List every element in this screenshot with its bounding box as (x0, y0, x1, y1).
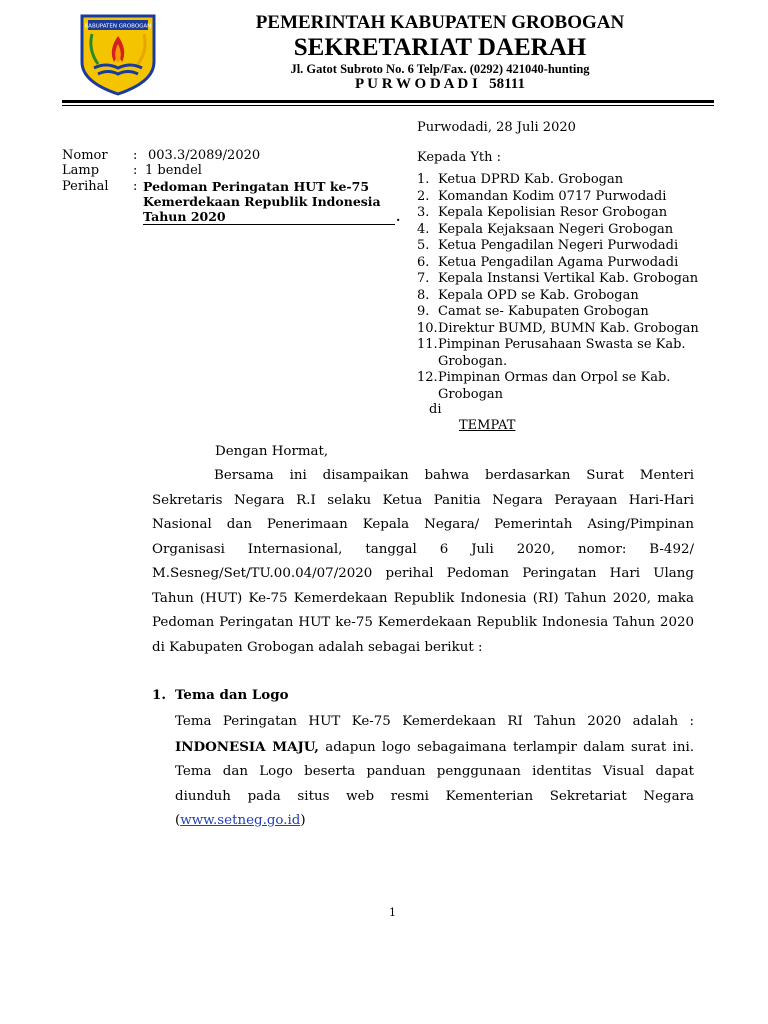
recipient-text: Kepala OPD se Kab. Grobogan (438, 287, 639, 303)
link-paren-close: ) (300, 813, 306, 828)
recipients-di: di (429, 402, 442, 417)
recipient-number: 5. (417, 238, 430, 253)
letterhead-agency: PEMERINTAH KABUPATEN GROBOGAN (255, 12, 625, 33)
recipient-text: Pimpinan Perusahaan Swasta se Kab. Grobogan. (438, 337, 686, 369)
recipient-text: Pimpinan Ormas dan Orpol se Kab. Grobogan (438, 370, 671, 402)
recipient-item (417, 304, 717, 321)
recipient-list (417, 172, 717, 403)
recipient-item (417, 189, 717, 206)
recipient-number: 12. (417, 370, 438, 385)
meta-colon: : (133, 179, 138, 194)
recipient-number: 4. (417, 221, 430, 237)
recipient-text: Kepala Kejaksaan Negeri Grobogan (438, 221, 674, 237)
recipient-text: Kepala Kepolisian Resor Grobogan (438, 205, 668, 220)
recipient-item (417, 205, 717, 222)
meta-perihal-label: Perihal (62, 179, 109, 194)
recipient-number: 1. (417, 172, 430, 187)
section-number: 1. (152, 687, 166, 703)
recipient-text: Ketua Pengadilan Negeri Purwodadi (438, 238, 679, 253)
body-paragraph (152, 464, 694, 660)
meta-nomor-value: 003.3/2089/2020 (148, 148, 261, 163)
meta-perihal-line1: Pedoman Peringatan HUT ke-75 (143, 179, 370, 194)
recipient-item (417, 222, 717, 239)
letterhead-city-name: P U R W O D A D I (355, 76, 478, 92)
recipient-item (417, 370, 717, 403)
setneg-website-link[interactable]: www.setneg.go.id (180, 813, 301, 828)
recipients-tempat: TEMPAT (459, 418, 516, 433)
recipient-item (417, 321, 717, 338)
section-text-a: Tema Peringatan HUT Ke-75 Kemerdekaan RI Tahun 2020 adalah : (175, 714, 694, 729)
letterhead-office: SEKRETARIAT DAERAH (293, 34, 587, 61)
meta-colon: : (133, 148, 138, 163)
recipient-number: 9. (417, 304, 430, 319)
section-title: Tema dan Logo (175, 687, 289, 703)
greeting: Dengan Hormat, (215, 444, 329, 459)
section-theme-bold: INDONESIA MAJU, (175, 738, 319, 755)
recipient-number: 6. (417, 254, 430, 270)
meta-perihal-line3: Tahun 2020 (143, 209, 395, 225)
body-paragraph-text: Bersama ini disampaikan bahwa berdasarkan Surat Menteri Sekretaris Negara R.I selaku Ketua Panitia Negara Perayaan Hari-Hari Nasional dan Penerimaan Kepala Negara/ Pemerintah Asing/Pimpinan Organisasi Internasional, tanggal 6 Juli 2020, nomor: B-492/ M.Sesneg/Set/TU.00.04/07/2020 perihal Pedoman Peringatan Hari Ulang Tahun (HUT) Ke-75 Kemerdekaan Republik Indonesia (RI) Tahun 2020, maka Pedoman Peringatan HUT ke-75 Kemerdekaan Republik Indonesia Tahun 2020 di Kabupaten Grobogan adalah sebagai berikut : (152, 468, 694, 655)
recipient-text: Ketua Pengadilan Agama Purwodadi (438, 254, 679, 270)
letterhead-rule-thin (62, 105, 714, 106)
page-number: 1 (389, 906, 396, 919)
recipient-number: 7. (417, 271, 430, 286)
recipient-number: 10. (417, 320, 438, 336)
recipient-text: Camat se- Kabupaten Grobogan (438, 304, 649, 319)
meta-colon: : (133, 163, 138, 178)
section-text-b: adapun logo sebagaimana terlampir dalam surat ini. Tema dan Logo beserta panduan penggunaan identitas Visual dapat diunduh pada situs web resmi Kementerian Sekretariat Negara (175, 739, 694, 804)
recipient-item (417, 238, 717, 255)
recipient-number: 8. (417, 287, 430, 303)
recipient-text: Direktur BUMD, BUMN Kab. Grobogan (438, 320, 699, 336)
meta-lamp-value: 1 bendel (145, 163, 202, 178)
section-text (175, 710, 694, 834)
recipient-number: 3. (417, 205, 430, 220)
recipient-item (417, 288, 717, 305)
letterhead-city (170, 76, 710, 93)
recipient-text: Kepala Instansi Vertikal Kab. Grobogan (438, 271, 699, 286)
recipient-item (417, 271, 717, 288)
meta-perihal-line2: Kemerdekaan Republik Indonesia (143, 194, 381, 209)
letter-date: Purwodadi, 28 Juli 2020 (417, 120, 576, 135)
meta-nomor-label: Nomor (62, 148, 108, 163)
recipients-heading: Kepada Yth : (417, 150, 502, 165)
grobogan-coat-of-arms-logo (78, 10, 158, 96)
recipient-item (417, 337, 717, 370)
letterhead-address: Jl. Gatot Subroto No. 6 Telp/Fax. (0292) 421040-hunting (290, 62, 590, 76)
letterhead-postcode: 58111 (489, 76, 525, 92)
recipient-number: 2. (417, 188, 430, 204)
recipient-text: Ketua DPRD Kab. Grobogan (438, 172, 624, 187)
letterhead-rule (62, 100, 714, 103)
recipient-item (417, 255, 717, 272)
recipient-number: 11. (417, 337, 438, 352)
link-paren-open: ( (175, 813, 181, 828)
svg-text:KABUPATEN GROBOGAN: KABUPATEN GROBOGAN (84, 23, 152, 30)
meta-lamp-label: Lamp (62, 163, 100, 178)
recipient-text: Komandan Kodim 0717 Purwodadi (438, 188, 667, 204)
meta-perihal-end: . (396, 209, 401, 224)
recipient-item (417, 172, 717, 189)
